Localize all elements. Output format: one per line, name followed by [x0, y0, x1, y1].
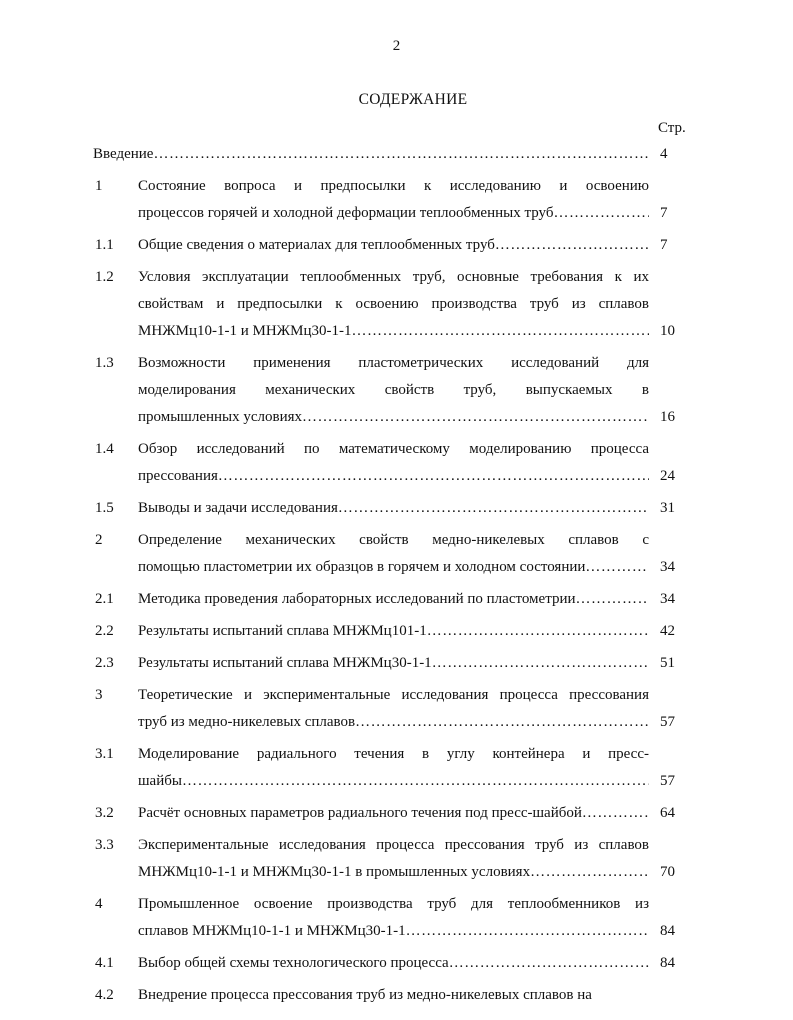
toc-entry-number: 1.4 — [95, 441, 114, 457]
page-title: СОДЕРЖАНИЕ — [358, 91, 468, 108]
toc-entry-text — [138, 350, 649, 431]
toc-entry-line — [138, 200, 649, 227]
toc-entry-line: Определение механических свойств медно-никелевых сплавов с — [138, 532, 649, 548]
dot-leader — [153, 141, 649, 168]
toc-entry-line: Обзор исследований по математическому моделированию процесса — [138, 441, 649, 457]
dot-leader — [432, 650, 649, 677]
toc-entry-text — [138, 800, 649, 827]
dot-leader — [582, 800, 649, 827]
toc-entry-page: 24 — [660, 468, 675, 484]
toc-entry-line — [138, 618, 649, 645]
toc-entry-number: 1 — [95, 178, 103, 194]
toc-entry-line: Состояние вопроса и предпосылки к исследованию и освоению — [138, 178, 649, 194]
toc-entry-page: 34 — [660, 559, 675, 575]
toc-entry-line-text: шайбы — [138, 773, 182, 789]
dot-leader — [355, 709, 649, 736]
toc-entry-line — [138, 950, 649, 977]
toc-entry-page: 84 — [660, 955, 675, 971]
toc-entry-text — [138, 682, 649, 736]
toc-entry-number: 3.2 — [95, 805, 114, 821]
toc-entry-text — [138, 618, 649, 645]
toc-entry-line: моделирования механических свойств труб, выпускаемых в — [138, 382, 649, 398]
toc-entry-line — [138, 918, 649, 945]
toc-entry-number: 3 — [95, 687, 103, 703]
toc-entry-number: 2.2 — [95, 623, 114, 639]
toc-entry-text — [138, 495, 649, 522]
toc-entry-page: 16 — [660, 409, 675, 425]
toc-entry-line — [138, 404, 649, 431]
toc-entry-line — [138, 650, 649, 677]
toc-entry-number: 1.1 — [95, 237, 114, 253]
dot-leader — [338, 495, 649, 522]
dot-leader — [218, 463, 649, 490]
toc-entry-line — [138, 495, 649, 522]
dot-leader — [495, 232, 649, 259]
toc-entry-number: 2.3 — [95, 655, 114, 671]
toc-entry-line-text: помощью пластометрии их образцов в горячем и холодном состоянии — [138, 559, 586, 575]
toc-entry-text — [138, 264, 649, 345]
dot-leader — [530, 859, 649, 886]
toc-entry-line — [93, 141, 649, 168]
toc-entry-line-text: промышленных условиях — [138, 409, 303, 425]
toc-entry-line-text: МНЖМц10-1-1 и МНЖМц30-1-1 в промышленных условиях — [138, 864, 531, 880]
toc-entry-line — [138, 768, 649, 795]
toc-entry-line — [138, 800, 649, 827]
dot-leader — [553, 200, 649, 227]
toc-entry-number: 4.1 — [95, 955, 114, 971]
dot-leader — [427, 618, 649, 645]
toc-entry-line-text: Расчёт основных параметров радиального течения под пресс-шайбой — [138, 805, 582, 821]
toc-entry-number: 1.3 — [95, 355, 114, 371]
toc-entry-line-text: процессов горячей и холодной деформации теплообменных труб — [138, 205, 554, 221]
toc-entry-text — [93, 141, 649, 168]
toc-entry-text — [138, 982, 649, 1009]
dot-leader — [406, 918, 649, 945]
toc-entry-page: 7 — [660, 205, 668, 221]
toc-entry-text — [138, 650, 649, 677]
toc-entry-number: 2.1 — [95, 591, 114, 607]
toc-entry-number: 4 — [95, 896, 103, 912]
toc-entry-number: 1.2 — [95, 269, 114, 285]
toc-entry-text — [138, 232, 649, 259]
toc-entry-line-text: Результаты испытаний сплава МНЖМц30-1-1 — [138, 655, 432, 671]
toc-entry-text — [138, 832, 649, 886]
toc-entry-page: 57 — [660, 714, 675, 730]
toc-entry-page: 10 — [660, 323, 675, 339]
toc-entry-line-text: прессования — [138, 468, 218, 484]
toc-entry-text — [138, 741, 649, 795]
dot-leader — [182, 768, 649, 795]
toc-entry-line-text: Методика проведения лабораторных исследований по пластометрии — [138, 591, 576, 607]
toc-entry-line: Теоретические и экспериментальные исследования процесса прессования — [138, 687, 649, 703]
dot-leader — [585, 554, 649, 581]
toc-entry-line: Промышленное освоение производства труб для теплообменников из — [138, 896, 649, 912]
page-number: 2 — [392, 38, 401, 54]
toc-entry-number: 3.3 — [95, 837, 114, 853]
toc-entry-line-text: МНЖМц10-1-1 и МНЖМц30-1-1 — [138, 323, 352, 339]
toc-entry-line — [138, 859, 649, 886]
toc-entry-text — [138, 891, 649, 945]
toc-entry-page: 57 — [660, 773, 675, 789]
toc-entry-line-text: Выбор общей схемы технологического процесса — [138, 955, 449, 971]
toc-entry-number: 1.5 — [95, 500, 114, 516]
toc-entry-page: 34 — [660, 591, 675, 607]
dot-leader — [576, 586, 650, 613]
toc-entry-line: Возможности применения пластометрических исследований для — [138, 355, 649, 371]
toc-entry-page: 42 — [660, 623, 675, 639]
toc-entry-page: 31 — [660, 500, 675, 516]
toc-entry-page: 84 — [660, 923, 675, 939]
toc-entry-number: 2 — [95, 532, 103, 548]
toc-entry-text — [138, 527, 649, 581]
toc-entry-page: 64 — [660, 805, 675, 821]
toc-entry-line — [138, 318, 649, 345]
toc-entry-line-text: Внедрение процесса прессования труб из медно-никелевых сплавов на — [138, 987, 592, 1003]
toc-entry-page: 51 — [660, 655, 675, 671]
dot-leader — [449, 950, 649, 977]
toc-entry-line — [138, 586, 649, 613]
toc-entry-page: 70 — [660, 864, 675, 880]
page-column-label: Стр. — [658, 120, 686, 136]
toc-entry-number: 4.2 — [95, 987, 114, 1003]
toc-entry-line-text: Выводы и задачи исследования — [138, 500, 338, 516]
toc-entry-text — [138, 950, 649, 977]
toc-entry-number: 3.1 — [95, 746, 114, 762]
dot-leader — [351, 318, 649, 345]
toc-entry-line — [138, 232, 649, 259]
toc-entry-line: Условия эксплуатации теплообменных труб, основные требования к их — [138, 269, 649, 285]
toc-entry-line — [138, 709, 649, 736]
toc-entry-line — [138, 554, 649, 581]
toc-entry-page: 4 — [660, 146, 668, 162]
toc-entry-line: Экспериментальные исследования процесса прессования труб из сплавов — [138, 837, 649, 853]
toc-entry-text — [138, 586, 649, 613]
dot-leader — [302, 404, 649, 431]
toc-entry-line-text: Введение — [93, 146, 154, 162]
toc-entry-text — [138, 173, 649, 227]
toc-entry-text — [138, 436, 649, 490]
toc-entry-line: свойствам и предпосылки к освоению производства труб из сплавов — [138, 296, 649, 312]
toc-entry-line — [138, 982, 649, 1009]
toc-entry-line — [138, 463, 649, 490]
toc-entry-line-text: Общие сведения о материалах для теплообменных труб — [138, 237, 495, 253]
toc-entry-line: Моделирование радиального течения в углу контейнера и пресс- — [138, 746, 649, 762]
toc-entry-line-text: труб из медно-никелевых сплавов — [138, 714, 356, 730]
toc-entry-line-text: сплавов МНЖМц10-1-1 и МНЖМц30-1-1 — [138, 923, 406, 939]
toc-entry-page: 7 — [660, 237, 668, 253]
toc-entry-line-text: Результаты испытаний сплава МНЖМц101-1 — [138, 623, 427, 639]
